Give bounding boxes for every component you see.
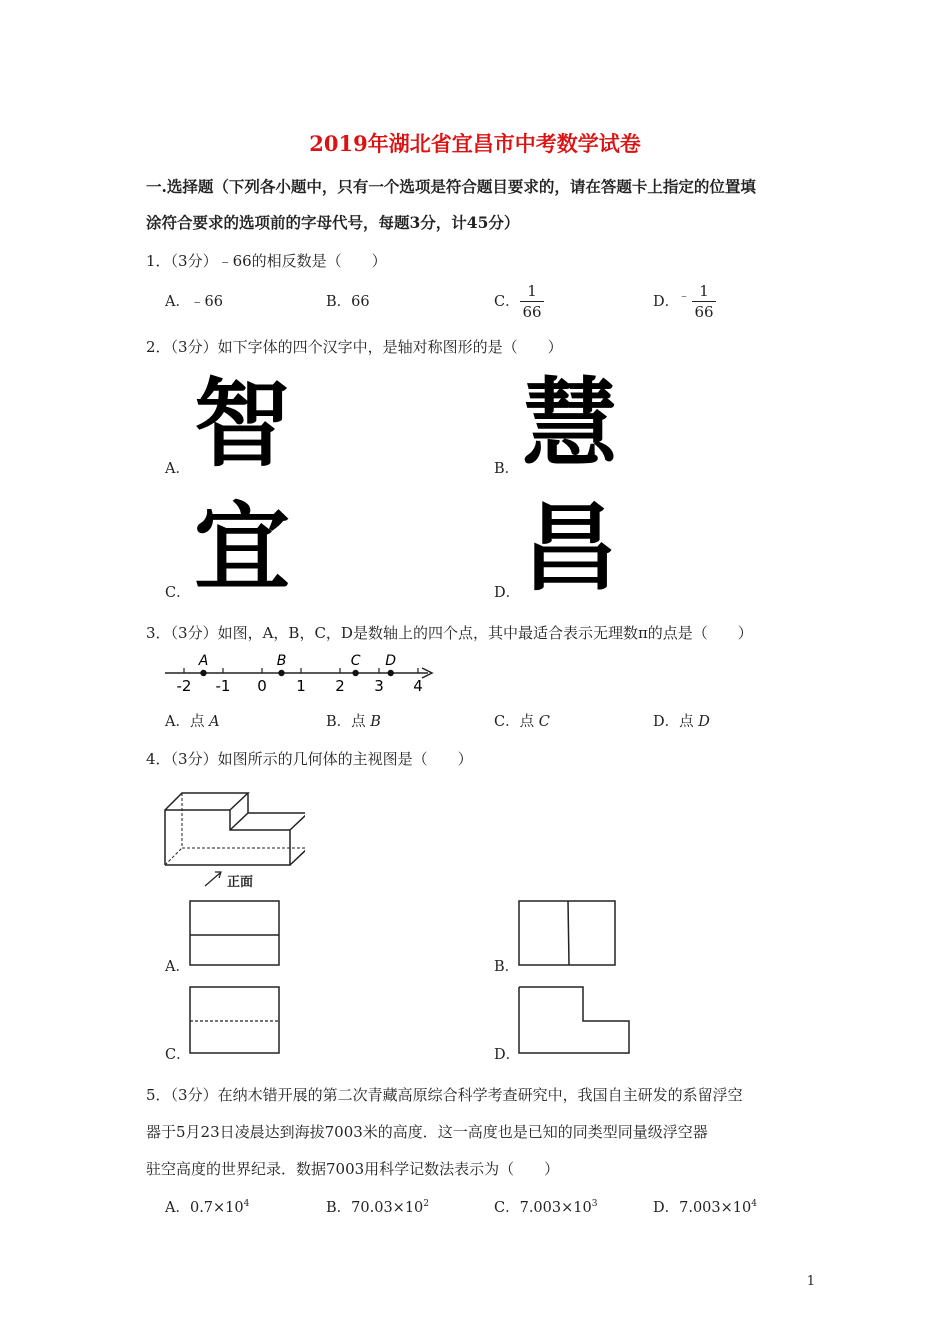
q1-d-denominator: 66 <box>694 303 714 321</box>
number-line-point-label: A <box>198 653 209 669</box>
fraction-bar <box>692 301 716 302</box>
q1-option-d-fraction <box>692 282 716 321</box>
q1-stem: 1．（3分）﹣66的相反数是（ ） <box>146 252 387 270</box>
number-line-point <box>352 670 358 676</box>
number-line-tick-label: -1 <box>215 677 231 695</box>
q1-option-b: B．66 <box>326 294 370 310</box>
q4-stem: 4．（3分）如图所示的几何体的主视图是（ ） <box>146 750 473 768</box>
number-line-point-label: C <box>350 653 361 669</box>
section-heading-line1: 一.选择题（下列各小题中，只有一个选项是符合题目要求的，请在答题卡上指定的位置填 <box>146 177 756 196</box>
q5-stem-line1: 5．（3分）在纳木错开展的第二次青藏高原综合科学考查研究中，我国自主研发的系留浮空 <box>146 1086 743 1104</box>
q4-option-c-figure <box>189 986 281 1056</box>
q5-stem-line3: 驻空高度的世界纪录．数据7003用科学记数法表示为（ ） <box>146 1160 560 1178</box>
q3-option-b: B．点 B <box>326 714 381 730</box>
q4-option-b: B． <box>494 959 520 975</box>
q1-option-c-label: C． <box>494 294 520 310</box>
q3-option-d: D．点 D <box>653 714 710 730</box>
number-line-point <box>388 670 394 676</box>
number-line-tick-label: 4 <box>413 677 423 695</box>
number-line-point-label: B <box>276 653 287 669</box>
q4-option-c: C． <box>165 1047 191 1063</box>
front-label: 正面 <box>227 875 254 890</box>
number-line-tick-label: 3 <box>374 677 384 695</box>
q3-option-a: A．点 A <box>165 714 220 730</box>
q1-option-d-label: D． <box>653 294 680 310</box>
q1-option-a: A．﹣66 <box>165 294 223 310</box>
page-number: 1 <box>806 1274 815 1289</box>
q5-option-d: D．$7.003\times 10^4$ <box>653 1199 757 1216</box>
section-heading-line2: 涂符合要求的选项前的字母代号，每题3分，计45分） <box>146 213 520 232</box>
q3-option-c: C．点 C <box>494 714 550 730</box>
q5-option-a: A．$0.7\times 10^4$ <box>165 1199 250 1216</box>
q5-option-c: C．$7.003\times 10^3$ <box>494 1199 598 1216</box>
number-line <box>160 648 445 698</box>
number-line-tick-label: 1 <box>296 677 306 695</box>
q5-option-b: B．$70.03\times 10^2$ <box>326 1199 430 1216</box>
number-line-point <box>278 670 284 676</box>
number-line-point-label: D <box>385 653 397 669</box>
q2-char-b: 慧 <box>522 368 618 480</box>
number-line-tick-label: -2 <box>176 677 192 695</box>
page-title: 2019年湖北省宜昌市中考数学试卷 <box>309 131 641 156</box>
q4-option-d: D． <box>494 1047 521 1063</box>
q4-option-d-figure <box>518 986 633 1056</box>
fraction-bar <box>520 301 544 302</box>
q1-c-denominator: 66 <box>522 303 542 321</box>
q2-option-a: A． <box>165 461 190 477</box>
number-line-tick-label: 0 <box>257 677 267 695</box>
q2-char-d: 昌 <box>522 492 618 604</box>
q2-option-b: B． <box>494 461 520 477</box>
q4-option-b-figure <box>518 900 618 968</box>
q1-d-numerator: 1 <box>699 282 709 300</box>
q1-option-c-fraction <box>520 282 544 321</box>
number-line-point <box>200 670 206 676</box>
q5-stem-line2: 器于5月23日凌晨达到海拔7003米的高度．这一高度也是已知的同类型同量级浮空器 <box>146 1123 708 1141</box>
q4-option-a: A． <box>165 959 190 975</box>
q2-option-d: D． <box>494 585 521 601</box>
q4-option-a-figure <box>189 900 281 968</box>
q2-char-c: 宜 <box>194 492 290 604</box>
q3-stem: 3．（3分）如图，A，B，C，D是数轴上的四个点，其中最适合表示无理数π的点是（ ） <box>146 624 753 642</box>
number-line-tick-label: 2 <box>335 677 345 695</box>
q1-c-numerator: 1 <box>527 282 537 300</box>
q2-char-a: 智 <box>194 368 290 480</box>
q1-d-sign: ﹣ <box>678 288 691 302</box>
q2-option-c: C． <box>165 585 191 601</box>
q2-stem: 2．（3分）如下字体的四个汉字中，是轴对称图形的是（ ） <box>146 338 563 356</box>
